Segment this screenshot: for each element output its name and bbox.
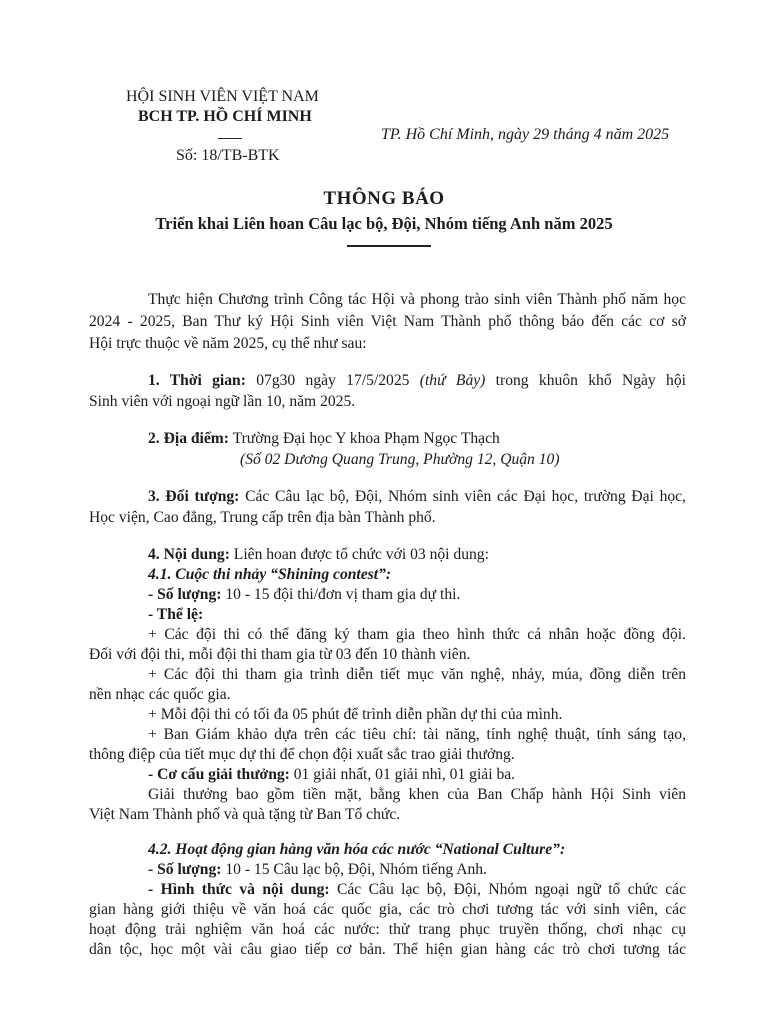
audience-text: Các Câu lạc bộ, Đội, Nhóm sinh viên các Đại học, trường Đại học, xyxy=(239,488,686,505)
quantity-line xyxy=(148,585,460,605)
venue-text: Trường Đại học Y khoa Phạm Ngọc Thạch xyxy=(229,430,500,447)
rule-line: + Các đội thi có thể đăng ký tham gia theo hình thức cá nhân hoặc đồng đội. xyxy=(148,626,686,643)
form-text: Các Câu lạc bộ, Đội, Nhóm ngoại ngữ tổ chức các xyxy=(329,881,686,898)
subsection-title: 4.1. Cuộc thi nhảy “Shining contest”: xyxy=(148,566,392,583)
title-underline xyxy=(347,245,431,247)
org-name: HỘI SINH VIÊN VIỆT NAM xyxy=(126,88,319,105)
rule-line: nền nhạc các quốc gia. xyxy=(89,686,231,703)
rule-line: + Ban Giám khảo dựa trên các tiêu chí: tài năng, tính nghệ thuật, tính sáng tạo, xyxy=(148,726,686,743)
section-time xyxy=(148,371,686,391)
rule-line: Đối với đội thi, mỗi đội thi tham gia từ 03 đến 10 thành viên. xyxy=(89,646,471,663)
prize-label: - Cơ cấu giải thưởng: xyxy=(148,766,290,783)
subsection-title: 4.2. Hoạt động gian hàng văn hóa các nước “National Culture”: xyxy=(148,841,566,858)
prize-line xyxy=(148,765,515,785)
section-venue xyxy=(148,429,500,449)
rule-line: + Mỗi đội thi có tối đa 05 phút để trình diễn phần dự thi của mình. xyxy=(148,706,563,723)
rule-line: + Các đội thi tham gia trình diễn tiết mục văn nghệ, nhảy, múa, đồng diễn trên xyxy=(148,666,686,683)
prize-line-2: Giải thưởng bao gồm tiền mặt, bằng khen của Ban Chấp hành Hội Sinh viên xyxy=(148,786,686,803)
form-line: dân tộc, học một vài câu giao tiếp cơ bản. Thể hiện gian hàng các trò chơi tương tác xyxy=(89,941,686,958)
quantity-label: - Số lượng: xyxy=(148,861,222,878)
time-text: 07g30 ngày 17/5/2025 xyxy=(245,372,420,389)
time-label: 1. Thời gian: xyxy=(148,372,246,389)
header-divider xyxy=(218,138,242,139)
document-number: Số: 18/TB-BTK xyxy=(176,147,280,164)
audience-line-2: Học viện, Cao đẳng, Trung cấp trên địa bàn Thành phố. xyxy=(89,509,436,526)
quantity-text: 10 - 15 đội thi/đơn vị tham gia dự thi. xyxy=(221,586,461,603)
intro-line: 2024 - 2025, Ban Thư ký Hội Sinh viên Việt Nam Thành phố thông báo đến các cơ sở xyxy=(89,313,686,330)
venue-label: 2. Địa điểm: xyxy=(148,430,229,447)
form-label: - Hình thức và nội dung: xyxy=(148,881,330,898)
rules-label: - Thể lệ: xyxy=(148,606,204,623)
quantity-text: 10 - 15 Câu lạc bộ, Đội, Nhóm tiếng Anh. xyxy=(221,861,487,878)
form-line: hoạt động trải nghiệm văn hoá các nước: thử trang phục truyền thống, chơi nhạc cụ xyxy=(89,921,686,938)
org-branch: BCH TP. HỒ CHÍ MINH xyxy=(138,108,312,125)
content-text: Liên hoan được tổ chức với 03 nội dung: xyxy=(229,546,489,563)
quantity-label: - Số lượng: xyxy=(148,586,222,603)
form-line: gian hàng giới thiệu về văn hoá các quốc gia, các trò chơi tương tác với sinh viên, các xyxy=(89,901,686,918)
audience-label: 3. Đối tượng: xyxy=(148,488,240,505)
quantity-line xyxy=(148,860,487,880)
prize-line-3: Việt Nam Thành phố và quà tặng từ Ban Tổ chức. xyxy=(89,806,401,823)
rule-line: thông điệp của tiết mục dự thi để chọn đội xuất sắc trao giải thưởng. xyxy=(89,746,515,763)
section-content xyxy=(148,545,489,565)
venue-address: (Số 02 Dương Quang Trung, Phường 12, Quận 10) xyxy=(240,451,560,468)
content-label: 4. Nội dung: xyxy=(148,546,230,563)
document-title: THÔNG BÁO xyxy=(323,188,445,209)
weekday: (thứ Bảy) xyxy=(419,372,486,389)
time-text-cont: trong khuôn khổ Ngày hội xyxy=(485,372,686,389)
document-subtitle: Triển khai Liên hoan Câu lạc bộ, Đội, Nhóm tiếng Anh năm 2025 xyxy=(155,214,613,233)
intro-line: Thực hiện Chương trình Công tác Hội và phong trào sinh viên Thành phố năm học xyxy=(148,291,686,308)
place-date: TP. Hồ Chí Minh, ngày 29 tháng 4 năm 2025 xyxy=(381,126,670,143)
intro-line: Hội trực thuộc về năm 2025, cụ thể như sau: xyxy=(89,335,367,352)
prize-text: 01 giải nhất, 01 giải nhì, 01 giải ba. xyxy=(289,766,516,783)
time-line-2: Sinh viên với ngoại ngữ lần 10, năm 2025. xyxy=(89,393,356,410)
section-audience xyxy=(148,487,686,507)
form-line xyxy=(148,880,686,900)
